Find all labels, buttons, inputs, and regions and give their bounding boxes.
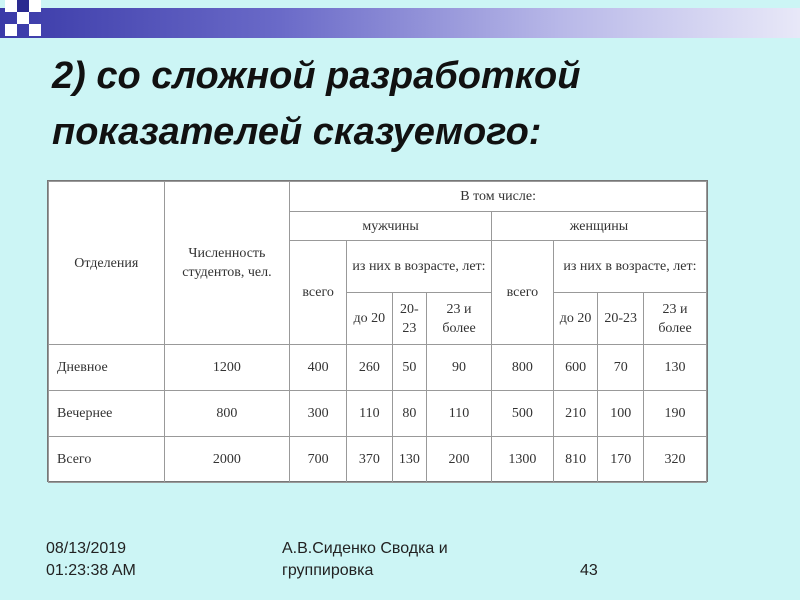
footer-date: 08/13/2019 (46, 540, 127, 557)
decor-square (17, 12, 29, 24)
cell-women-under-20: 600 (553, 345, 598, 391)
table-row (49, 391, 707, 437)
decor-square (5, 0, 17, 12)
cell-women-total: 500 (491, 391, 553, 437)
header-department: Отделения (49, 182, 165, 345)
cell-women-23-plus: 190 (644, 391, 707, 437)
cell-women-under-20: 210 (553, 391, 598, 437)
header-students: Численность студентов, чел. (164, 182, 290, 345)
decor-square (29, 0, 41, 12)
cell-women-under-20: 810 (553, 437, 598, 483)
cell-students: 800 (164, 391, 290, 437)
header-women-20-23: 20-23 (598, 293, 644, 345)
cell-men-23-plus: 90 (427, 345, 492, 391)
cell-women-total: 1300 (491, 437, 553, 483)
header-men-23-plus: 23 и более (427, 293, 492, 345)
footer-author (282, 538, 448, 582)
cell-men-23-plus: 110 (427, 391, 492, 437)
slide-title-line-1: 2) со сложной разработкой (52, 55, 581, 97)
page-number: 43 (580, 562, 598, 579)
header-men-age: из них в возрасте, лет: (347, 241, 492, 293)
cell-women-total: 800 (491, 345, 553, 391)
slide-title-line-2: показателей сказуемого: (52, 111, 542, 153)
header-women-23-plus: 23 и более (644, 293, 707, 345)
footer-author-line-2: группировка (282, 562, 374, 579)
cell-women-23-plus: 320 (644, 437, 707, 483)
slide-title (52, 48, 772, 160)
cell-women-23-plus: 130 (644, 345, 707, 391)
title-bar-decoration (0, 8, 800, 38)
table-row (49, 345, 707, 391)
header-women-under-20: до 20 (553, 293, 598, 345)
cell-students: 2000 (164, 437, 290, 483)
row-label: Дневное (49, 345, 165, 391)
decor-square (17, 0, 29, 12)
cell-men-20-23: 50 (392, 345, 426, 391)
header-men-total: всего (290, 241, 347, 345)
header-including: В том числе: (290, 182, 707, 212)
data-table (48, 181, 707, 483)
decor-square (29, 24, 41, 36)
header-men: мужчины (290, 212, 492, 241)
cell-men-under-20: 260 (347, 345, 393, 391)
footer-datetime (46, 538, 136, 582)
cell-students: 1200 (164, 345, 290, 391)
cell-men-under-20: 370 (347, 437, 393, 483)
header-men-under-20: до 20 (347, 293, 393, 345)
cell-women-20-23: 70 (598, 345, 644, 391)
cell-men-total: 300 (290, 391, 347, 437)
header-men-20-23: 20-23 (392, 293, 426, 345)
header-women-age: из них в возрасте, лет: (553, 241, 706, 293)
header-women-total: всего (491, 241, 553, 345)
cell-men-20-23: 130 (392, 437, 426, 483)
footer-author-line-1: А.В.Сиденко Сводка и (282, 540, 448, 557)
cell-women-20-23: 100 (598, 391, 644, 437)
cell-men-23-plus: 200 (427, 437, 492, 483)
decor-square (5, 24, 17, 36)
data-table-container (47, 180, 708, 482)
row-label: Вечернее (49, 391, 165, 437)
cell-men-total: 400 (290, 345, 347, 391)
cell-women-20-23: 170 (598, 437, 644, 483)
row-label: Всего (49, 437, 165, 483)
table-row (49, 437, 707, 483)
header-women: женщины (491, 212, 706, 241)
cell-men-total: 700 (290, 437, 347, 483)
cell-men-20-23: 80 (392, 391, 426, 437)
footer-time: 01:23:38 AM (46, 562, 136, 579)
cell-men-under-20: 110 (347, 391, 393, 437)
